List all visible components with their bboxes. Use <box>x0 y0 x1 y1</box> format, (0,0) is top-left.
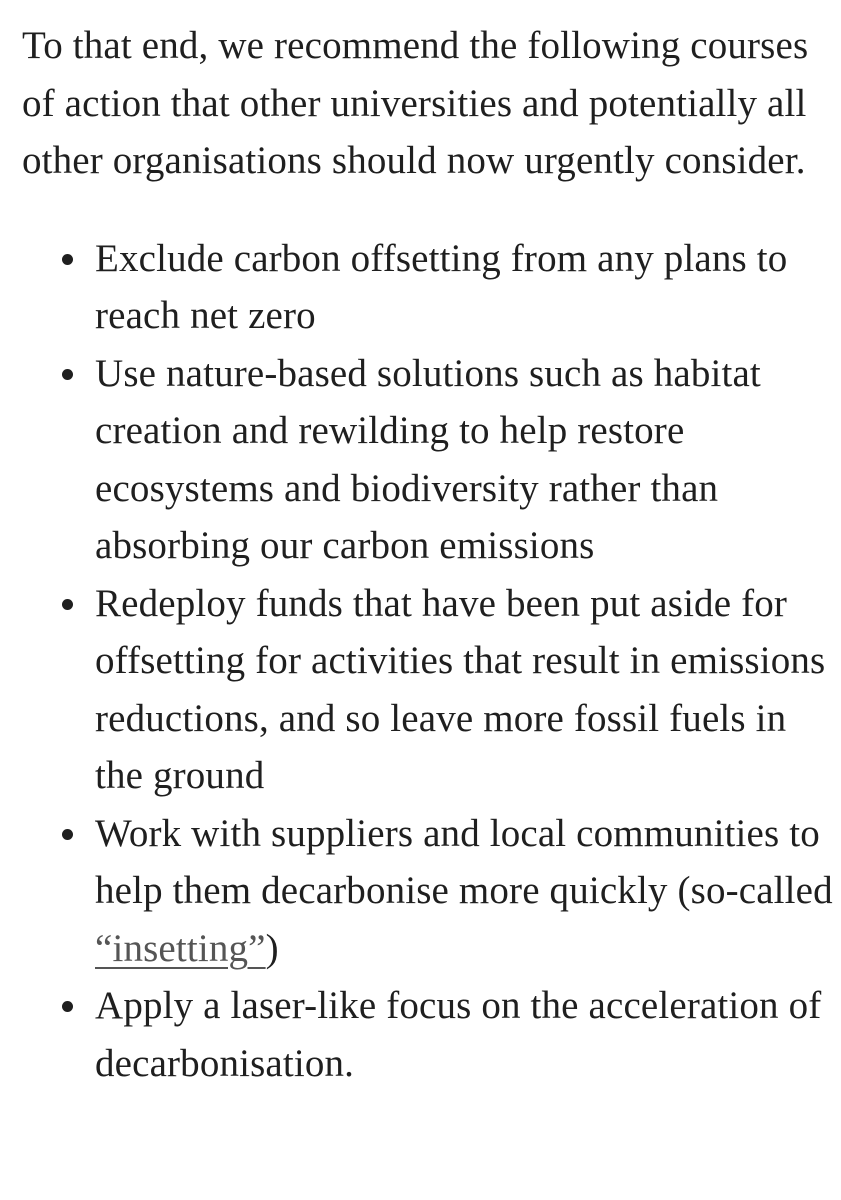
list-item-text: Apply a laser-like focus on the acceleration of decarbonisation. <box>95 984 822 1085</box>
list-item-text: Use nature-based solutions such as habitat creation and rewilding to help restore ecosystems and biodiversity rather than absorbing our carbon emissions <box>95 351 761 567</box>
list-item-text: Exclude carbon offsetting from any plans to reach net zero <box>95 236 788 337</box>
list-item-text-end: ) <box>265 926 279 970</box>
list-item-work-with-suppliers <box>95 805 840 978</box>
bullet-icon <box>62 599 73 610</box>
bullet-icon <box>62 1001 73 1012</box>
insetting-link[interactable]: “insetting” <box>95 926 266 970</box>
list-item-text: Work with suppliers and local communities to help them decarbonise more quickly (so-called <box>95 811 833 912</box>
bullet-icon <box>62 369 73 380</box>
list-item-redeploy-funds <box>95 575 840 805</box>
bullet-icon <box>62 254 73 265</box>
bullet-icon <box>62 829 73 840</box>
list-item-nature-based-solutions <box>95 345 840 575</box>
list-item-text: Redeploy funds that have been put aside for offsetting for activities that result in emissions reductions, and so leave more fossil fuels in the ground <box>95 581 826 797</box>
list-item-exclude-offsetting <box>95 230 840 345</box>
intro-paragraph: To that end, we recommend the following courses of action that other universities and potentially all other organisations should now urgently consider. <box>22 24 809 182</box>
list-item-focus-decarbonisation <box>95 977 840 1092</box>
recommended-actions-list <box>22 230 840 1093</box>
